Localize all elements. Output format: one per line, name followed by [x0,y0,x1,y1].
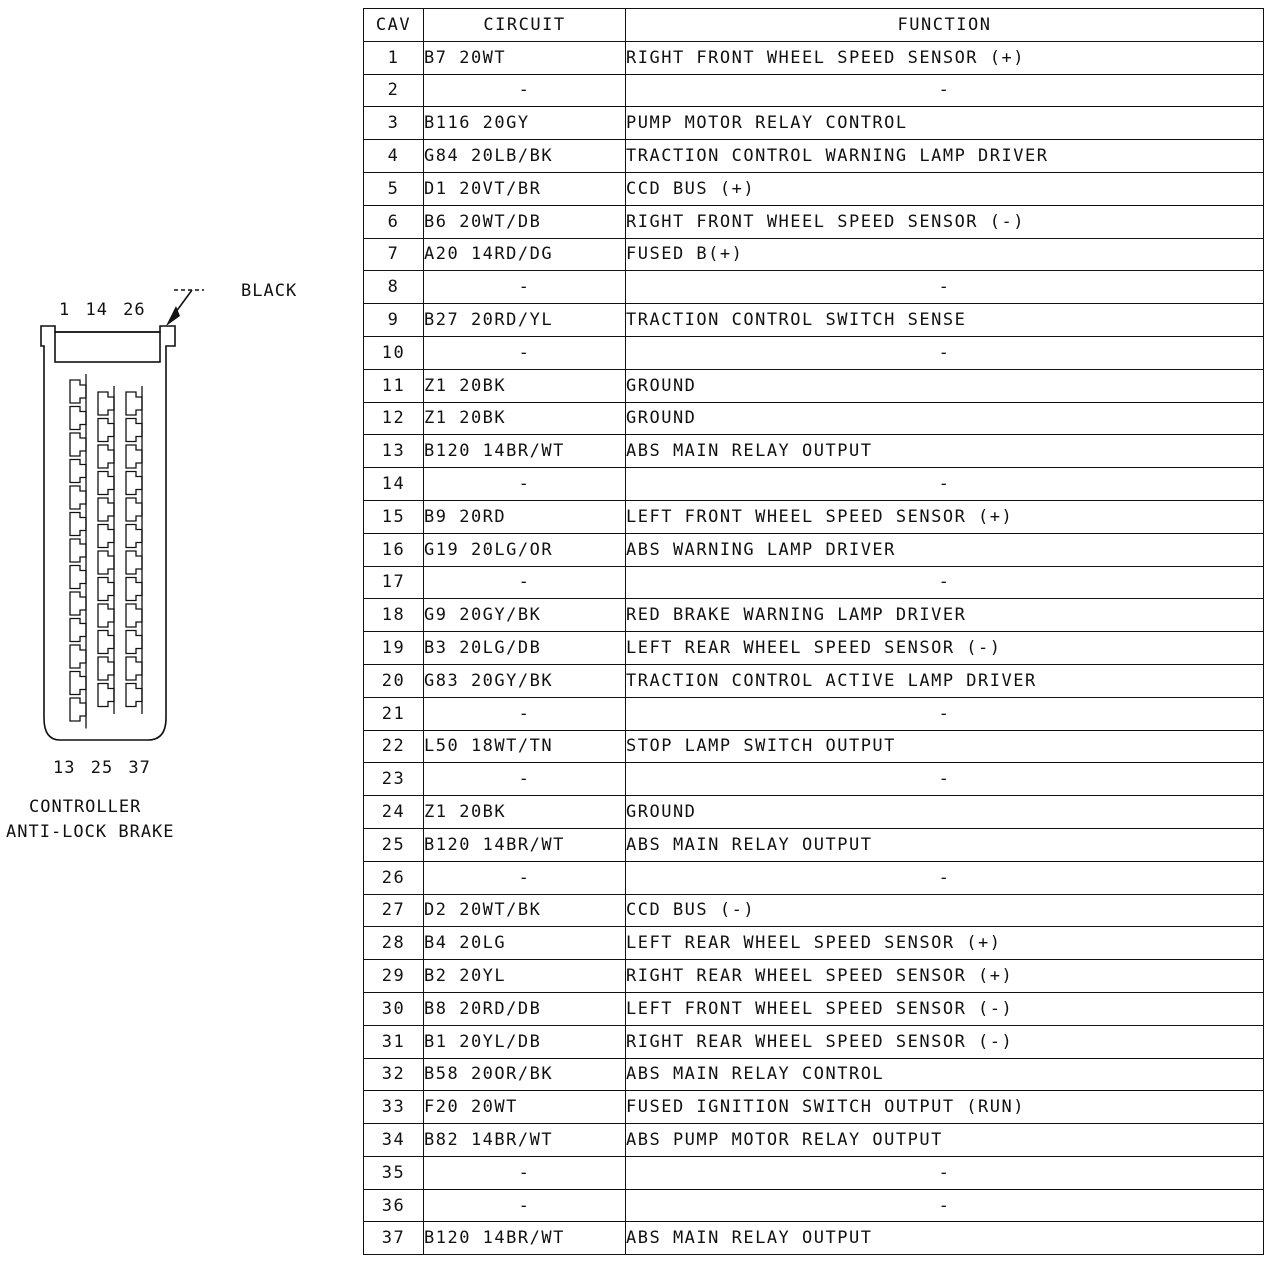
cell-circuit: G9 20GY/BK [424,599,626,632]
cell-cav: 16 [364,533,424,566]
cell-function: LEFT FRONT WHEEL SPEED SENSOR (-) [626,992,1264,1025]
cell-circuit: B116 20GY [424,107,626,140]
cell-function: ABS MAIN RELAY OUTPUT [626,828,1264,861]
cell-circuit: G83 20GY/BK [424,664,626,697]
cell-cav: 1 [364,41,424,74]
table-row [364,664,1264,697]
connector-name-line1: CONTROLLER [29,797,142,817]
connector-drawing [0,0,360,860]
cell-function: - [626,566,1264,599]
cell-function: CCD BUS (-) [626,894,1264,927]
cell-function: ABS PUMP MOTOR RELAY OUTPUT [626,1124,1264,1157]
top-pin-numbers: 1 14 26 [59,300,146,320]
pin-cavity [98,551,114,574]
pin-cavity [70,407,86,430]
cell-circuit: - [424,763,626,796]
cell-circuit: B8 20RD/DB [424,992,626,1025]
cell-function: RIGHT FRONT WHEEL SPEED SENSOR (+) [626,41,1264,74]
pin-cavity [98,392,114,415]
pin-cavity [70,539,86,562]
pin-cavity [98,604,114,627]
cell-cav: 29 [364,960,424,993]
cell-circuit: B82 14BR/WT [424,1124,626,1157]
cell-circuit: - [424,697,626,730]
connector-latch [55,332,160,362]
cell-cav: 10 [364,336,424,369]
cell-function: - [626,271,1264,304]
connector-name-line2: ANTI-LOCK BRAKE [6,822,175,842]
table-row [364,172,1264,205]
cell-circuit: B6 20WT/DB [424,205,626,238]
table-row [364,205,1264,238]
table-row [364,1222,1264,1255]
table-row [364,697,1264,730]
cell-cav: 19 [364,632,424,665]
cell-function: TRACTION CONTROL WARNING LAMP DRIVER [626,140,1264,173]
cell-circuit: F20 20WT [424,1091,626,1124]
cell-cav: 36 [364,1189,424,1222]
cell-cav: 32 [364,1058,424,1091]
cell-cav: 35 [364,1156,424,1189]
cell-function: LEFT FRONT WHEEL SPEED SENSOR (+) [626,500,1264,533]
cell-cav: 18 [364,599,424,632]
pin-cavity [70,566,86,589]
table-row [364,763,1264,796]
pin-cavity [70,672,86,695]
table-row [364,369,1264,402]
cell-function: GROUND [626,369,1264,402]
cell-function: RIGHT FRONT WHEEL SPEED SENSOR (-) [626,205,1264,238]
table-row [364,1058,1264,1091]
cell-cav: 8 [364,271,424,304]
cell-cav: 28 [364,927,424,960]
cell-circuit: B7 20WT [424,41,626,74]
cell-cav: 9 [364,304,424,337]
cell-function: ABS WARNING LAMP DRIVER [626,533,1264,566]
bottom-pin-numbers: 13 25 37 [53,758,151,778]
cell-function: GROUND [626,402,1264,435]
cell-cav: 37 [364,1222,424,1255]
cell-circuit: - [424,468,626,501]
pin-cavity [98,525,114,548]
cell-function: CCD BUS (+) [626,172,1264,205]
cell-function: RIGHT REAR WHEEL SPEED SENSOR (+) [626,960,1264,993]
table-row [364,796,1264,829]
pin-cavity [98,472,114,495]
cell-function: - [626,336,1264,369]
table-row [364,500,1264,533]
cell-circuit: B3 20LG/DB [424,632,626,665]
table-row [364,960,1264,993]
cell-circuit: G84 20LB/BK [424,140,626,173]
table-row [364,1124,1264,1157]
cell-circuit: B120 14BR/WT [424,435,626,468]
header-circuit: CIRCUIT [424,9,626,42]
cell-circuit: - [424,861,626,894]
cell-cav: 13 [364,435,424,468]
cell-function: LEFT REAR WHEEL SPEED SENSOR (-) [626,632,1264,665]
table-header-row [364,9,1264,42]
table-row [364,861,1264,894]
table-row [364,336,1264,369]
cell-circuit: B27 20RD/YL [424,304,626,337]
cell-cav: 2 [364,74,424,107]
cell-cav: 3 [364,107,424,140]
cell-circuit: - [424,74,626,107]
cell-function: ABS MAIN RELAY CONTROL [626,1058,1264,1091]
cell-cav: 11 [364,369,424,402]
pin-table [363,8,1264,1255]
cell-circuit: B4 20LG [424,927,626,960]
cell-cav: 21 [364,697,424,730]
pin-cavity [70,433,86,456]
cell-function: FUSED IGNITION SWITCH OUTPUT (RUN) [626,1091,1264,1124]
cell-function: STOP LAMP SWITCH OUTPUT [626,730,1264,763]
pin-cavity [70,619,86,642]
cell-cav: 27 [364,894,424,927]
cell-function: PUMP MOTOR RELAY CONTROL [626,107,1264,140]
pin-cavity [70,460,86,483]
cell-function: - [626,468,1264,501]
pin-cavity [70,645,86,668]
cell-function: - [626,763,1264,796]
cell-function: - [626,861,1264,894]
cell-circuit: Z1 20BK [424,796,626,829]
table-row [364,828,1264,861]
cell-function: ABS MAIN RELAY OUTPUT [626,435,1264,468]
pin-cavity [70,698,86,721]
pin-cavity [126,657,142,680]
cell-cav: 12 [364,402,424,435]
table-row [364,632,1264,665]
cell-cav: 17 [364,566,424,599]
table-row [364,74,1264,107]
cell-cav: 20 [364,664,424,697]
pin-cavity [126,445,142,468]
cell-circuit: A20 14RD/DG [424,238,626,271]
table-row [364,1156,1264,1189]
cell-cav: 31 [364,1025,424,1058]
pin-cavity [126,392,142,415]
table-row [364,435,1264,468]
cell-circuit: Z1 20BK [424,402,626,435]
table-row [364,730,1264,763]
table-row [364,304,1264,337]
cell-cav: 4 [364,140,424,173]
pin-cavity [70,513,86,536]
cell-cav: 26 [364,861,424,894]
cell-cav: 34 [364,1124,424,1157]
cell-cav: 5 [364,172,424,205]
cell-circuit: B9 20RD [424,500,626,533]
cell-circuit: B2 20YL [424,960,626,993]
cell-cav: 25 [364,828,424,861]
cell-circuit: - [424,271,626,304]
pin-cavity [126,419,142,442]
pin-cavity [98,498,114,521]
pin-cavity [126,551,142,574]
cell-cav: 23 [364,763,424,796]
cell-function: LEFT REAR WHEEL SPEED SENSOR (+) [626,927,1264,960]
cell-function: RIGHT REAR WHEEL SPEED SENSOR (-) [626,1025,1264,1058]
cell-circuit: - [424,1189,626,1222]
header-function: FUNCTION [626,9,1264,42]
cell-cav: 14 [364,468,424,501]
cell-cav: 15 [364,500,424,533]
table-row [364,566,1264,599]
cell-circuit: D2 20WT/BK [424,894,626,927]
table-row [364,41,1264,74]
cell-circuit: B58 20OR/BK [424,1058,626,1091]
cell-function: RED BRAKE WARNING LAMP DRIVER [626,599,1264,632]
pin-cavity [126,525,142,548]
pin-cavity [98,684,114,707]
table-row [364,1189,1264,1222]
cell-function: TRACTION CONTROL SWITCH SENSE [626,304,1264,337]
cell-circuit: - [424,336,626,369]
pin-cavity [126,498,142,521]
pin-cavity [126,604,142,627]
header-cav: CAV [364,9,424,42]
cell-cav: 30 [364,992,424,1025]
pin-cavity [126,684,142,707]
table-row [364,533,1264,566]
pin-cavity [126,472,142,495]
cell-function: - [626,1189,1264,1222]
table-row [364,1025,1264,1058]
table-row [364,599,1264,632]
table-row [364,271,1264,304]
pin-cavity [126,631,142,654]
table-row [364,1091,1264,1124]
cell-cav: 33 [364,1091,424,1124]
cell-circuit: B120 14BR/WT [424,828,626,861]
pin-cavity [98,578,114,601]
cell-circuit: B120 14BR/WT [424,1222,626,1255]
table-row [364,468,1264,501]
pin-cavity [70,380,86,403]
table-row [364,894,1264,927]
cell-circuit: B1 20YL/DB [424,1025,626,1058]
pin-cavity [98,445,114,468]
cell-function: - [626,697,1264,730]
table-row [364,992,1264,1025]
cell-cav: 6 [364,205,424,238]
cell-cav: 24 [364,796,424,829]
cell-function: FUSED B(+) [626,238,1264,271]
cell-circuit: L50 18WT/TN [424,730,626,763]
table-row [364,140,1264,173]
pin-cavity [70,486,86,509]
pin-cavity [98,657,114,680]
table-row [364,402,1264,435]
cell-circuit: - [424,566,626,599]
cell-function: ABS MAIN RELAY OUTPUT [626,1222,1264,1255]
cell-function: - [626,74,1264,107]
cell-circuit: Z1 20BK [424,369,626,402]
cell-cav: 7 [364,238,424,271]
cell-cav: 22 [364,730,424,763]
pin-cavity [98,631,114,654]
pin-cavity [70,592,86,615]
pin-cavity [126,578,142,601]
table-row [364,238,1264,271]
pin-cavity [98,419,114,442]
cell-function: GROUND [626,796,1264,829]
cell-circuit: - [424,1156,626,1189]
table-row [364,927,1264,960]
cell-function: TRACTION CONTROL ACTIVE LAMP DRIVER [626,664,1264,697]
table-row [364,107,1264,140]
cell-circuit: D1 20VT/BR [424,172,626,205]
cell-circuit: G19 20LG/OR [424,533,626,566]
connector-color-label: BLACK [241,281,298,301]
cell-function: - [626,1156,1264,1189]
